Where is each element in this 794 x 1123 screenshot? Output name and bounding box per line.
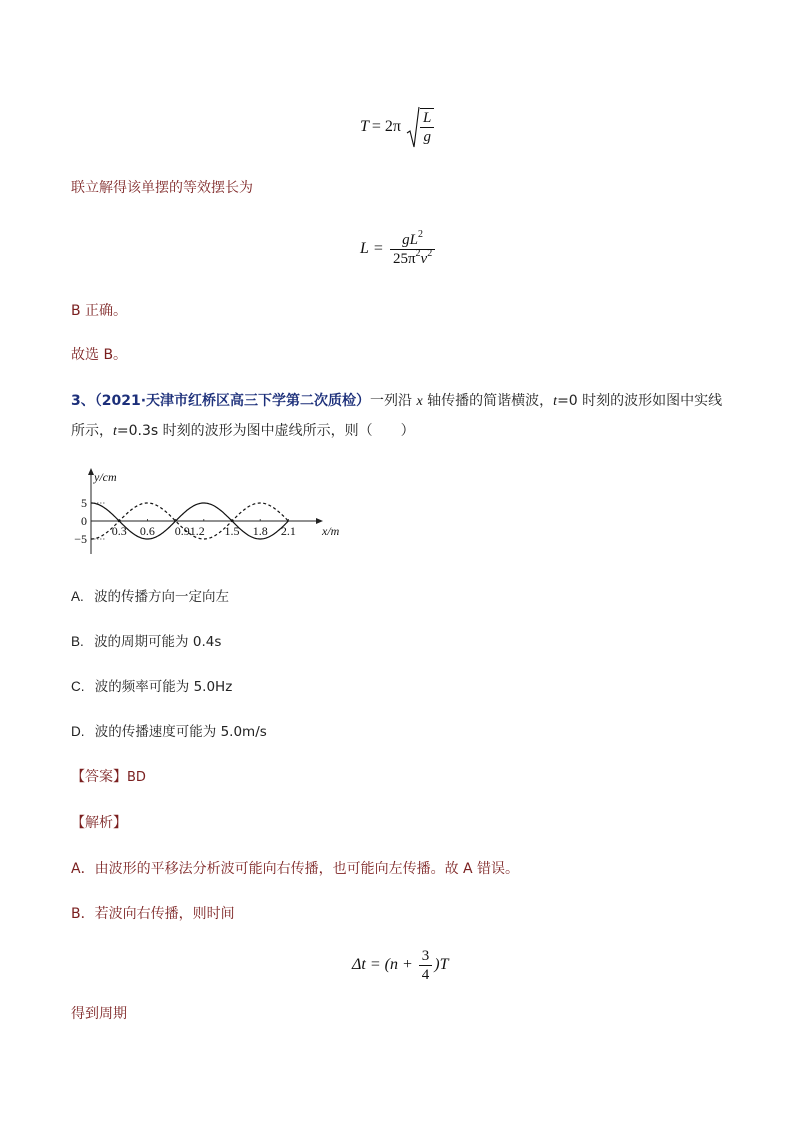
formula-period bbox=[360, 104, 436, 150]
formula-delta-t bbox=[352, 942, 449, 988]
option-b[interactable] bbox=[71, 632, 221, 652]
question-var-t1: t bbox=[113, 424, 117, 439]
question-text-5: =0.3s 时刻的波形为图中虚线所示，则（ ） bbox=[116, 423, 415, 439]
question-var-t0: t bbox=[553, 394, 558, 409]
formula-length bbox=[360, 226, 437, 272]
formula-period-num: L bbox=[420, 109, 434, 128]
option-a[interactable] bbox=[71, 587, 229, 607]
formula-length-den-sup2: 2 bbox=[427, 247, 433, 259]
x-tick-label: 2.1 bbox=[280, 524, 296, 538]
option-b-letter: B. bbox=[71, 634, 84, 649]
option-c-text: 波的频率可能为 5.0Hz bbox=[94, 679, 233, 695]
question-text-4: 所示， bbox=[71, 423, 113, 439]
formula-period-coef: = 2π bbox=[371, 118, 402, 135]
option-a-text: 波的传播方向一定向左 bbox=[94, 589, 230, 605]
formula-length-den-b: v bbox=[420, 250, 428, 267]
question-number: 3、 bbox=[71, 393, 95, 409]
x-tick-label: 0.6 bbox=[139, 524, 155, 538]
formula-length-den-a: 25π bbox=[392, 250, 416, 267]
y-tick-label: 5 bbox=[81, 496, 87, 510]
y-axis-label: y/cm bbox=[94, 470, 117, 484]
analysis-b: B．若波向右传播，则时间 bbox=[71, 906, 235, 922]
option-c[interactable] bbox=[71, 677, 232, 697]
formula-delta-t-eq: = (n + bbox=[369, 956, 413, 973]
formula-delta-t-num: 3 bbox=[419, 947, 433, 966]
formula-period-den: g bbox=[423, 129, 431, 145]
option-c-letter: C. bbox=[71, 679, 85, 694]
text-b-correct: B 正确。 bbox=[71, 303, 128, 319]
x-tick-label: 1.8 bbox=[252, 524, 268, 538]
question-text-2: 轴传播的简谐横波， bbox=[422, 393, 554, 409]
option-b-text: 波的周期可能为 0.4s bbox=[94, 634, 222, 650]
formula-period-lhs: T bbox=[360, 118, 369, 135]
sqrt-sign-icon bbox=[406, 105, 420, 149]
formula-length-eq: = bbox=[373, 240, 383, 257]
formula-delta-t-lhs: Δt bbox=[352, 956, 366, 973]
option-d-text: 波的传播速度可能为 5.0m/s bbox=[94, 724, 267, 740]
question-line-1 bbox=[71, 391, 731, 412]
y-tick-label: −5 bbox=[74, 532, 87, 546]
wave-chart bbox=[66, 466, 356, 558]
x-tick-label: 0.91.2 bbox=[174, 524, 205, 538]
text-choose-b: 故选 B。 bbox=[71, 347, 128, 363]
question-var-x: x bbox=[416, 394, 423, 409]
answer bbox=[71, 767, 146, 788]
answer-value: BD bbox=[127, 770, 146, 785]
y-tick-label: 0 bbox=[81, 514, 87, 528]
formula-delta-t-rhs: )T bbox=[434, 956, 449, 973]
text-lianli: 联立解得该单摆的等效摆长为 bbox=[71, 180, 253, 196]
formula-length-num-sup: 2 bbox=[417, 228, 423, 240]
answer-label: 【答案】 bbox=[71, 769, 127, 785]
formula-length-num: gL bbox=[402, 231, 418, 248]
question-text-3: =0 时刻的波形如图中实线 bbox=[557, 393, 723, 409]
x-axis-label: x/m bbox=[322, 524, 340, 538]
x-tick-label: 0.3 bbox=[111, 524, 127, 538]
question-line-2 bbox=[71, 421, 731, 442]
formula-length-lhs: L bbox=[360, 240, 369, 257]
option-d-letter: D. bbox=[71, 724, 85, 739]
formula-delta-t-den: 4 bbox=[421, 966, 430, 983]
text-period: 得到周期 bbox=[71, 1006, 127, 1022]
formula-length-den-sup1: 2 bbox=[415, 247, 421, 259]
option-d[interactable] bbox=[71, 722, 267, 742]
question-source: （2021·天津市红桥区高三下学第二次质检） bbox=[94, 393, 371, 409]
option-a-letter: A. bbox=[71, 589, 84, 604]
x-tick-label: 1.5 bbox=[224, 524, 240, 538]
analysis-a: A．由波形的平移法分析波可能向右传播，也可能向左传播。故 A 错误。 bbox=[71, 861, 520, 877]
analysis-label: 【解析】 bbox=[71, 815, 127, 831]
question-text-1: 一列沿 bbox=[370, 393, 417, 409]
